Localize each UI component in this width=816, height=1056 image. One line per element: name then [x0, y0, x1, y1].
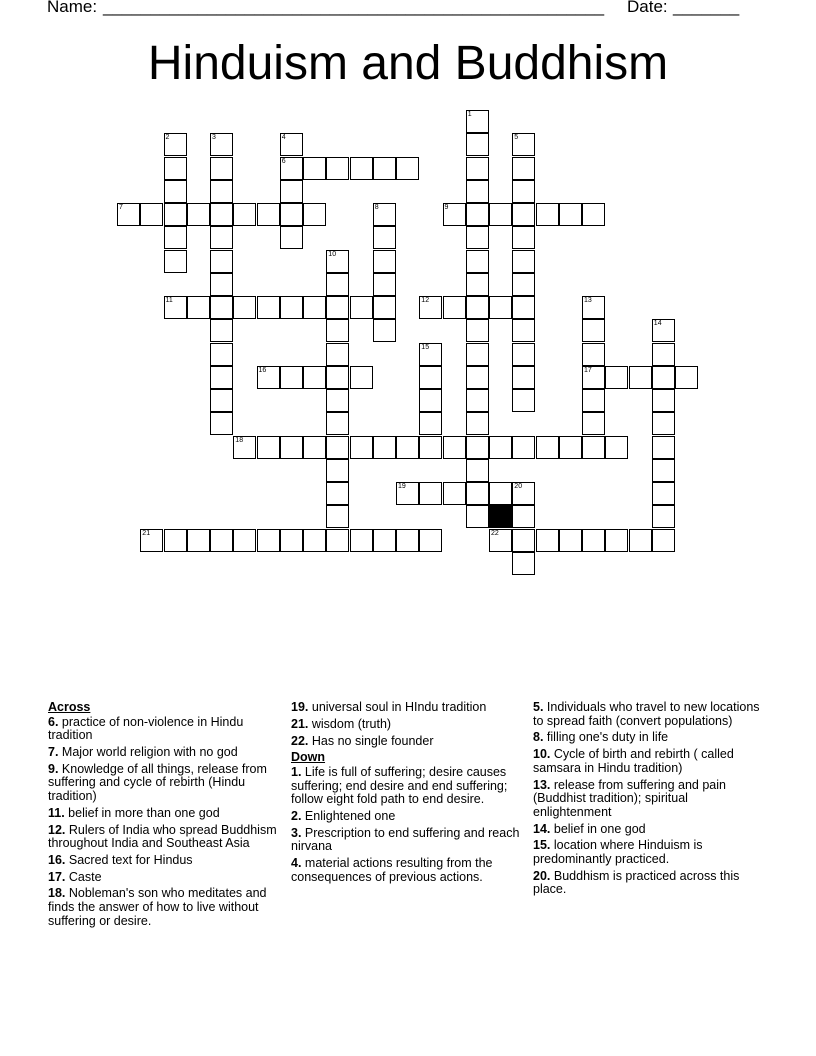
grid-cell[interactable] — [326, 273, 349, 296]
name-label: Name: — [47, 0, 98, 16]
grid-cell[interactable] — [210, 250, 233, 273]
clue-number: 13 — [584, 297, 592, 304]
clues-column-3 — [533, 701, 763, 900]
grid-cell[interactable] — [536, 529, 559, 552]
grid-cell[interactable] — [512, 250, 535, 273]
grid-cell[interactable] — [280, 296, 303, 319]
clue-number: 14 — [653, 320, 662, 328]
grid-cell[interactable] — [489, 203, 512, 226]
down-clue: 10. Cycle of birth and rebirth ( called samsara in Hindu tradition) — [533, 747, 734, 775]
grid-cell[interactable] — [466, 250, 489, 273]
black-cell — [489, 505, 512, 528]
grid-cell[interactable] — [559, 529, 582, 552]
grid-cell[interactable] — [280, 226, 303, 249]
grid-cell[interactable] — [303, 436, 326, 459]
grid-cell[interactable] — [582, 366, 605, 389]
grid-cell[interactable] — [443, 203, 466, 226]
grid-cell[interactable] — [582, 203, 605, 226]
grid-cell[interactable] — [280, 180, 303, 203]
grid-cell[interactable] — [419, 366, 442, 389]
down-clue: 1. Life is full of suffering; desire causes suffering; end desire and end suffering; follow eight fold path to end desire. — [291, 764, 508, 807]
grid-cell[interactable] — [652, 319, 675, 342]
date-field[interactable]: _______ — [673, 0, 740, 16]
grid-cell[interactable] — [280, 157, 303, 180]
grid-cell[interactable] — [326, 157, 349, 180]
grid-cell[interactable] — [512, 343, 535, 366]
grid-cell[interactable] — [280, 366, 303, 389]
across-clue: 21. wisdom (truth) — [291, 716, 392, 731]
grid-cell[interactable] — [373, 296, 396, 319]
grid-cell[interactable] — [605, 436, 628, 459]
grid-cell[interactable] — [233, 529, 256, 552]
grid-cell[interactable] — [396, 157, 419, 180]
grid-cell[interactable] — [582, 412, 605, 435]
grid-cell[interactable] — [652, 436, 675, 459]
grid-cell[interactable] — [629, 529, 652, 552]
grid-cell[interactable] — [466, 343, 489, 366]
grid-cell[interactable] — [350, 436, 373, 459]
across-clue: 12. Rulers of India who spread Buddhism throughout India and Southeast Asia — [48, 822, 277, 851]
grid-cell[interactable] — [466, 296, 489, 319]
grid-cell[interactable] — [466, 482, 489, 505]
across-clue: 19. universal soul in HIndu tradition — [291, 700, 487, 714]
grid-cell[interactable] — [210, 343, 233, 366]
grid-cell[interactable] — [210, 366, 233, 389]
grid-cell[interactable] — [419, 389, 442, 412]
grid-cell[interactable] — [512, 552, 535, 575]
across-clue: 16. Sacred text for Hindus — [48, 852, 193, 867]
grid-cell[interactable] — [396, 529, 419, 552]
grid-cell[interactable] — [210, 273, 233, 296]
grid-cell[interactable] — [512, 180, 535, 203]
grid-cell[interactable] — [373, 203, 396, 226]
clue-number: 22 — [491, 529, 499, 537]
grid-cell[interactable] — [326, 529, 349, 552]
grid-cell[interactable] — [350, 366, 373, 389]
grid-cell[interactable] — [373, 436, 396, 459]
grid-cell[interactable] — [373, 273, 396, 296]
grid-cell[interactable] — [536, 436, 559, 459]
grid-cell[interactable] — [419, 296, 442, 319]
clue-number: 12 — [421, 297, 430, 304]
grid-cell[interactable] — [512, 529, 535, 552]
grid-cell[interactable] — [652, 529, 675, 552]
grid-cell[interactable] — [443, 296, 466, 319]
across-heading: Across — [48, 700, 91, 714]
clue-number: 2 — [165, 134, 170, 142]
grid-cell[interactable] — [257, 203, 280, 226]
grid-cell[interactable] — [187, 203, 210, 226]
grid-cell[interactable] — [233, 203, 256, 226]
grid-cell[interactable] — [233, 436, 256, 459]
down-clue: 2. Enlightened one — [291, 808, 396, 823]
grid-cell[interactable] — [489, 529, 512, 552]
grid-cell[interactable] — [326, 412, 349, 435]
grid-cell[interactable] — [373, 319, 396, 342]
grid-cell[interactable] — [373, 157, 396, 180]
down-clue: 4. material actions resulting from the consequences of previous actions. — [291, 856, 493, 884]
grid-cell[interactable] — [466, 389, 489, 412]
grid-cell[interactable] — [466, 273, 489, 296]
grid-cell[interactable] — [326, 250, 349, 273]
grid-cell[interactable] — [210, 319, 233, 342]
grid-cell[interactable] — [210, 296, 233, 319]
grid-cell[interactable] — [140, 203, 163, 226]
grid-cell[interactable] — [512, 436, 535, 459]
clue-number: 18 — [235, 436, 244, 444]
grid-cell[interactable] — [419, 436, 442, 459]
grid-cell[interactable] — [466, 505, 489, 528]
grid-cell[interactable] — [396, 436, 419, 459]
across-clue: 11. belief in more than one god — [48, 805, 220, 820]
grid-cell[interactable] — [652, 505, 675, 528]
clue-number: 5 — [514, 134, 519, 142]
clue-number: 17 — [584, 366, 592, 374]
grid-cell[interactable] — [280, 529, 303, 552]
grid-cell[interactable] — [489, 482, 512, 505]
grid-cell[interactable] — [512, 482, 535, 505]
grid-cell[interactable] — [373, 250, 396, 273]
down-clue: 3. Prescription to end suffering and reach nirvana — [291, 825, 520, 854]
grid-cell[interactable] — [582, 296, 605, 319]
grid-cell[interactable] — [512, 157, 535, 180]
grid-cell[interactable] — [164, 529, 187, 552]
down-clue: 5. Individuals who travel to new locations to spread faith (convert populations) — [533, 700, 760, 728]
grid-cell[interactable] — [303, 529, 326, 552]
grid-cell[interactable] — [536, 203, 559, 226]
grid-cell[interactable] — [512, 296, 535, 319]
grid-cell[interactable] — [140, 529, 163, 552]
grid-cell[interactable] — [210, 157, 233, 180]
clue-number: 9 — [444, 204, 449, 211]
grid-cell[interactable] — [652, 389, 675, 412]
grid-cell[interactable] — [164, 296, 187, 319]
grid-cell[interactable] — [164, 180, 187, 203]
grid-cell[interactable] — [210, 133, 233, 156]
grid-cell[interactable] — [512, 203, 535, 226]
grid-cell[interactable] — [419, 343, 442, 366]
grid-cell[interactable] — [373, 226, 396, 249]
down-clue: 8. filling one's duty in life — [533, 730, 669, 745]
grid-cell[interactable] — [512, 366, 535, 389]
grid-cell[interactable] — [303, 296, 326, 319]
grid-cell[interactable] — [466, 133, 489, 156]
clue-number: 8 — [374, 204, 379, 211]
down-clue: 13. release from suffering and pain (Buddhist tradition); spiritual enlightenment — [533, 777, 726, 819]
clue-number: 10 — [328, 250, 337, 258]
grid-cell[interactable] — [466, 110, 489, 133]
grid-cell[interactable] — [210, 389, 233, 412]
grid-cell[interactable] — [164, 250, 187, 273]
down-heading: Down — [291, 750, 326, 765]
grid-cell[interactable] — [466, 436, 489, 459]
clue-number: 15 — [421, 343, 430, 351]
grid-cell[interactable] — [559, 436, 582, 459]
grid-cell[interactable] — [582, 389, 605, 412]
grid-cell[interactable] — [466, 412, 489, 435]
name-field[interactable]: _____________________________________________________ — [103, 0, 605, 16]
grid-cell[interactable] — [210, 226, 233, 249]
grid-cell[interactable] — [257, 296, 280, 319]
grid-cell[interactable] — [512, 505, 535, 528]
grid-cell[interactable] — [326, 436, 349, 459]
grid-cell[interactable] — [326, 296, 349, 319]
grid-cell[interactable] — [396, 482, 419, 505]
grid-cell[interactable] — [350, 529, 373, 552]
clue-number: 6 — [281, 157, 286, 165]
grid-cell[interactable] — [419, 529, 442, 552]
grid-cell[interactable] — [326, 482, 349, 505]
grid-cell[interactable] — [164, 203, 187, 226]
across-clue: 18. Nobleman's son who meditates and finds the answer of how to live without suffering or desire. — [48, 886, 267, 928]
grid-cell[interactable] — [675, 366, 698, 389]
date-label: Date: — [627, 0, 668, 16]
down-clue: 15. location where Hinduism is predominantly practiced. — [533, 838, 703, 866]
grid-cell[interactable] — [443, 436, 466, 459]
grid-cell[interactable] — [326, 459, 349, 482]
grid-cell[interactable] — [326, 319, 349, 342]
across-clue: 22. Has no single founder — [291, 733, 434, 748]
grid-cell[interactable] — [326, 389, 349, 412]
clue-number: 19 — [398, 483, 406, 490]
across-clue: 17. Caste — [48, 869, 102, 884]
clue-number: 11 — [165, 297, 173, 304]
grid-cell[interactable] — [512, 319, 535, 342]
grid-cell[interactable] — [350, 157, 373, 180]
grid-cell[interactable] — [652, 459, 675, 482]
grid-cell[interactable] — [466, 157, 489, 180]
grid-cell[interactable] — [582, 319, 605, 342]
grid-cell[interactable] — [164, 226, 187, 249]
grid-cell[interactable] — [605, 366, 628, 389]
page-title: Hinduism and Buddhism — [147, 37, 669, 90]
grid-cell[interactable] — [559, 203, 582, 226]
clue-number: 4 — [281, 134, 286, 142]
grid-cell[interactable] — [350, 296, 373, 319]
grid-cell[interactable] — [280, 133, 303, 156]
grid-cell[interactable] — [652, 366, 675, 389]
clue-number: 16 — [258, 366, 267, 374]
grid-cell[interactable] — [117, 203, 140, 226]
grid-cell[interactable] — [326, 505, 349, 528]
grid-cell[interactable] — [210, 412, 233, 435]
grid-cell[interactable] — [489, 296, 512, 319]
clue-number: 21 — [142, 529, 151, 537]
down-clue: 20. Buddhism is practiced across this place. — [533, 868, 740, 897]
grid-cell[interactable] — [629, 366, 652, 389]
grid-cell[interactable] — [466, 180, 489, 203]
grid-cell[interactable] — [512, 389, 535, 412]
grid-cell[interactable] — [210, 529, 233, 552]
clue-number: 7 — [119, 204, 123, 211]
grid-cell[interactable] — [652, 482, 675, 505]
grid-cell[interactable] — [419, 412, 442, 435]
clue-number: 20 — [514, 483, 523, 490]
across-clue: 9. Knowledge of all things, release from suffering and cycle of rebirth (Hindu tradition) — [48, 761, 267, 803]
down-clue: 14. belief in one god — [533, 821, 646, 836]
grid-cell[interactable] — [605, 529, 628, 552]
grid-cell[interactable] — [466, 319, 489, 342]
grid-cell[interactable] — [652, 343, 675, 366]
clues-column-2 — [291, 701, 521, 887]
grid-cell[interactable] — [652, 412, 675, 435]
grid-cell[interactable] — [164, 157, 187, 180]
grid-cell[interactable] — [303, 366, 326, 389]
grid-cell[interactable] — [210, 180, 233, 203]
grid-cell[interactable] — [373, 529, 396, 552]
across-clue: 6. practice of non-violence in Hindu tradition — [48, 714, 244, 743]
grid-cell[interactable] — [280, 436, 303, 459]
grid-cell[interactable] — [280, 203, 303, 226]
grid-cell[interactable] — [582, 529, 605, 552]
grid-cell[interactable] — [326, 343, 349, 366]
grid-cell[interactable] — [443, 482, 466, 505]
grid-cell[interactable] — [512, 273, 535, 296]
grid-cell[interactable] — [419, 482, 442, 505]
grid-cell[interactable] — [582, 343, 605, 366]
grid-cell[interactable] — [326, 366, 349, 389]
grid-cell[interactable] — [466, 203, 489, 226]
grid-cell[interactable] — [257, 436, 280, 459]
grid-cell[interactable] — [303, 157, 326, 180]
grid-cell[interactable] — [582, 436, 605, 459]
grid-cell[interactable] — [187, 529, 210, 552]
grid-cell[interactable] — [489, 436, 512, 459]
grid-cell[interactable] — [187, 296, 210, 319]
clue-number: 1 — [467, 111, 472, 118]
across-clue: 7. Major world religion with no god — [48, 744, 238, 759]
grid-cell[interactable] — [466, 366, 489, 389]
grid-cell[interactable] — [466, 226, 489, 249]
grid-cell[interactable] — [303, 203, 326, 226]
grid-cell[interactable] — [512, 133, 535, 156]
grid-cell[interactable] — [233, 296, 256, 319]
grid-cell[interactable] — [257, 366, 280, 389]
grid-cell[interactable] — [512, 226, 535, 249]
grid-cell[interactable] — [257, 529, 280, 552]
grid-cell[interactable] — [164, 133, 187, 156]
grid-cell[interactable] — [466, 459, 489, 482]
clue-number: 3 — [212, 134, 216, 142]
clues-column-1 — [48, 701, 278, 931]
grid-cell[interactable] — [210, 203, 233, 226]
